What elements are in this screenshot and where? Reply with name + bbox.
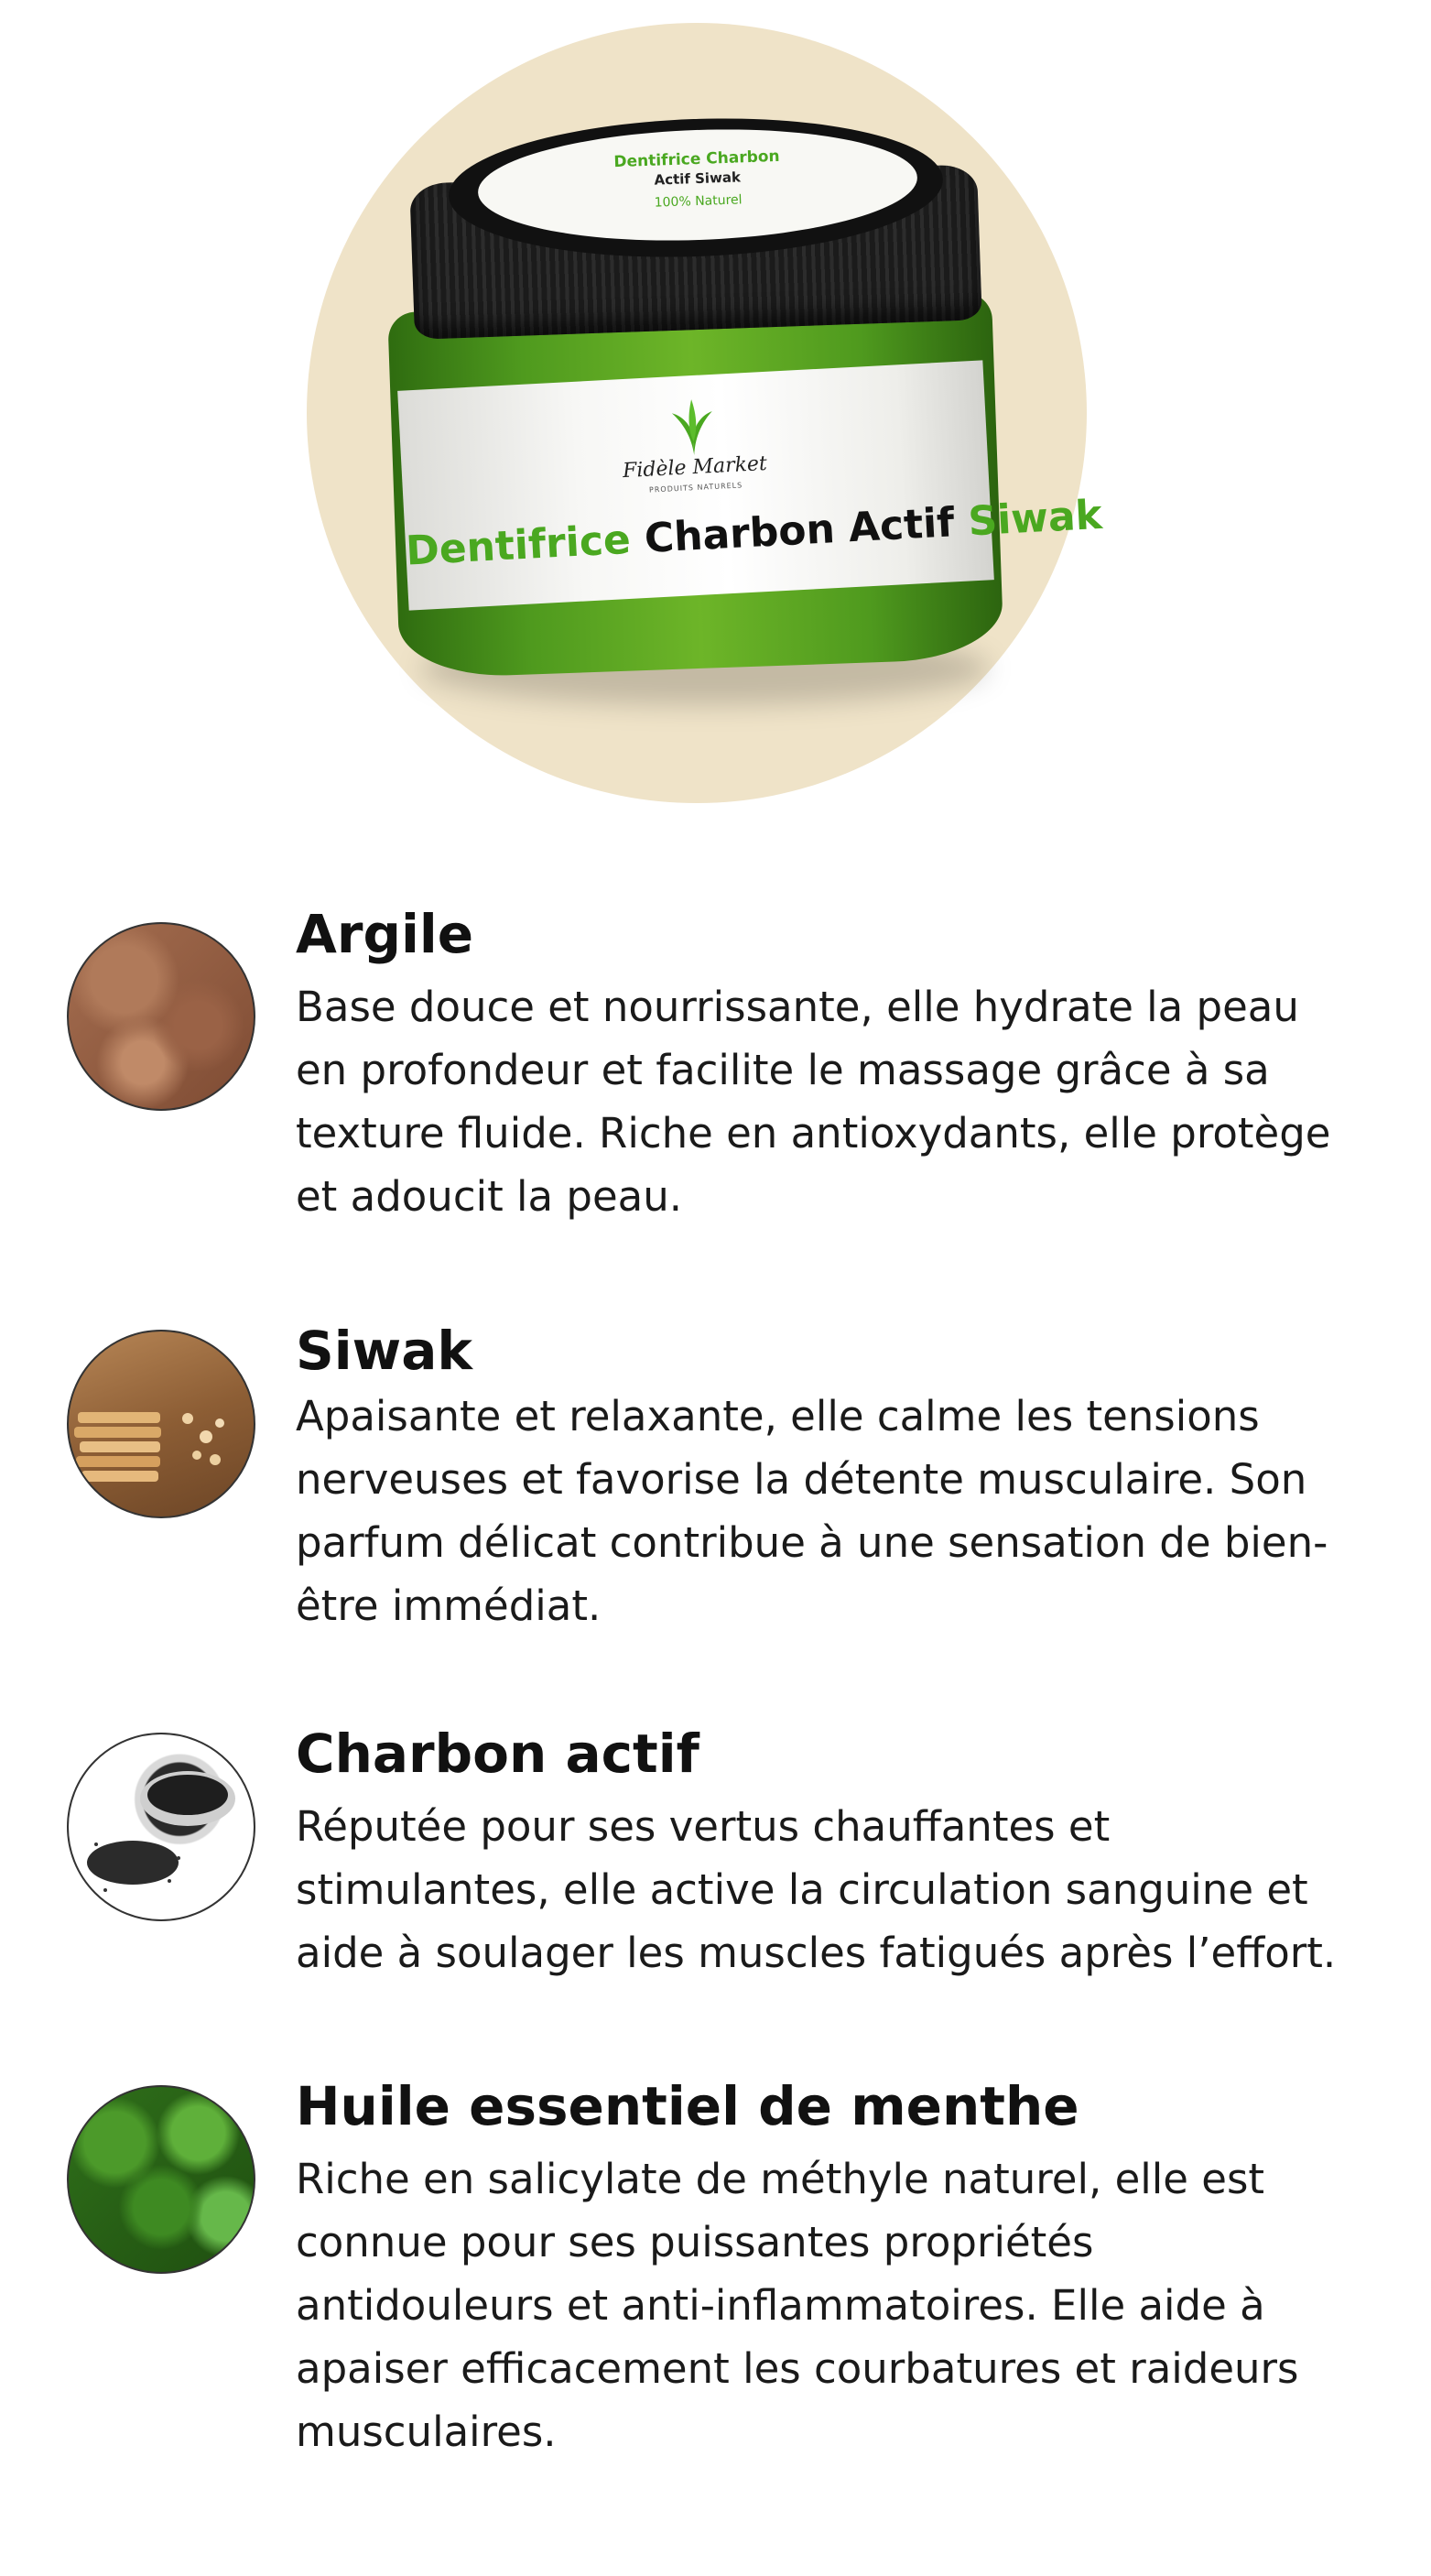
ingredient-title: Huile essentiel de menthe (296, 2075, 1079, 2137)
description-line: Apaisante et relaxante, elle calme les tensions (296, 1392, 1260, 1440)
sticker-text: 100% Naturel (654, 192, 743, 211)
ingredient-title: Charbon actif (296, 1723, 699, 1785)
label-name-part: Dentifrice (405, 516, 632, 575)
description-line: Réputée pour ses vertus chauffantes et (296, 1802, 1111, 1851)
ingredient-title: Siwak (296, 1320, 472, 1382)
label-subtitle: PRODUITS NATURELS (648, 481, 743, 495)
sticker-text: Dentifrice Charbon (613, 147, 780, 172)
ingredient-description (296, 2147, 1394, 2463)
jar-label (397, 360, 1104, 610)
description-line: être immédiat. (296, 1581, 602, 1630)
sticker-text: Actif Siwak (654, 168, 742, 189)
siwak-sticks-icon (69, 1331, 255, 1518)
ingredient-description (296, 1385, 1394, 1637)
description-line: aide à soulager les muscles fatigués après l’effort. (296, 1929, 1337, 1977)
clay-image (67, 922, 255, 1111)
description-line: apaiser efficacement les courbatures et raideurs (296, 2344, 1299, 2393)
charcoal-bowl-icon (69, 1734, 255, 1921)
description-line: musculaires. (296, 2408, 557, 2456)
label-name-part: Charbon Actif (643, 499, 956, 562)
product-jar-image (394, 119, 1104, 705)
ingredient-description (296, 975, 1394, 1228)
label-brand: Fidèle Market (622, 451, 768, 484)
description-line: Riche en salicylate de méthyle naturel, elle est (296, 2155, 1265, 2203)
description-line: connue pour ses puissantes propriétés (296, 2218, 1094, 2266)
charcoal-powder-image (67, 1733, 255, 1921)
description-line: stimulantes, elle active la circulation sanguine et (296, 1865, 1308, 1914)
ingredient-title: Argile (296, 903, 474, 965)
ingredient-description (296, 1795, 1394, 1984)
description-line: texture fluide. Riche en antioxydants, elle protège (296, 1109, 1331, 1158)
description-line: antidouleurs et anti-inflammatoires. Elle aide à (296, 2281, 1265, 2330)
description-line: Base douce et nourrissante, elle hydrate la peau (296, 983, 1299, 1031)
siwak-sticks-image (67, 1330, 255, 1518)
product-hero (0, 0, 1431, 824)
description-line: nerveuses et favorise la détente musculaire. Son (296, 1455, 1307, 1504)
label-product-name (405, 491, 1104, 575)
label-name-part: Siwak (967, 491, 1104, 546)
mint-leaves-image (67, 2085, 255, 2274)
description-line: et adoucit la peau. (296, 1172, 683, 1221)
leaf-logo-icon (655, 394, 732, 462)
description-line: en profondeur et facilite le massage grâce à sa (296, 1046, 1270, 1094)
description-line: parfum délicat contribue à une sensation de bien- (296, 1518, 1328, 1567)
